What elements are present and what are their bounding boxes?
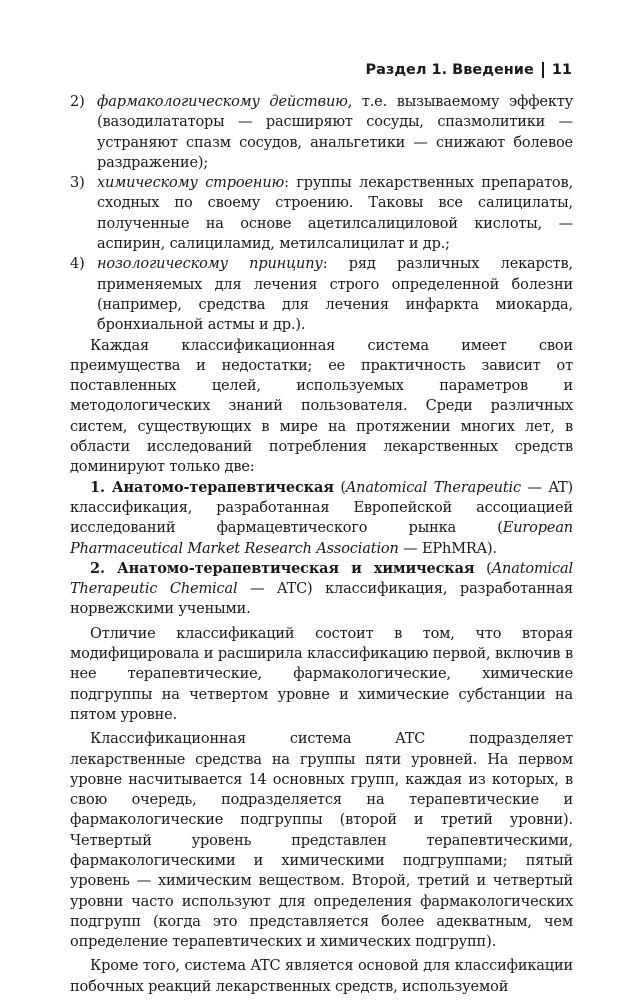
paragraph-adverse-reactions: Кроме того, система ATC является основой для классификации побочных реакций лекарственных средств, используемой (70, 958, 573, 995)
page-number: 11 (551, 62, 572, 78)
ephmra-name: European Pharmaceutical Market Research Association (70, 520, 573, 557)
list-term: химическому строению (97, 175, 285, 192)
paragraph-atc-levels: Классификационная система ATC подразделяет лекарственные средства на группы пяти уровней. На первом уровне насчитывается 14 основных групп, каждая из которых, в свою очередь, подразделяется на терапевтические и фармакологические подгруппы (второй и третий уровни). Четвертый уровень представлен терапевтическими, фармакологическими и химическими подгруппами; пятый уровень — химическим веществом. Второй, третий и четвертый уровни часто используют для определения фармакологических подгрупп (когда это представляется более адекватным, чем определение терапевтических и химических подгрупп). (70, 731, 573, 951)
list-term: фармакологическому действию (97, 94, 348, 110)
list-number: 2) (70, 94, 85, 110)
header-divider (542, 62, 544, 78)
section-title: Раздел 1. Введение (365, 62, 534, 78)
list-item (70, 254, 573, 335)
paragraph-intro: Каждая классификационная система имеет свои преимущества и недостатки; ее практичность зависит от поставленных целей, используемых параметров и методологических знаний пользователя. Среди различных систем, существующих в мире на протяжении многих лет, в области исследований потребления лекарственных средств доминируют только две: (70, 337, 573, 476)
classification-atc-latin: Anatomical Therapeutic Chemical (70, 560, 573, 598)
list-term: нозологическому принципу (97, 256, 323, 273)
classification-at-title: 1. Анатомо-терапевтическая (90, 478, 334, 496)
paragraph-difference: Отличие классификаций состоит в том, что вторая модифицировала и расширила классификацию первой, включив в нее терапевтические, фармакологические, химические подгруппы на четвертом уровне и химические субстанции на пятом уровне. (70, 625, 573, 723)
classification-at: 1. Анатомо-терапевтическая (Anatomical Therapeutic — AT) классификация, разработанная Европейской ассоциацией исследований фармацевтического рынка (European Pharmaceutical Market Research Association — EPhMRA). (70, 478, 574, 557)
classification-atc: 2. Анатомо-терапевтическая и химическая (Anatomical Therapeutic Chemical — ATC) классификация, разработанная норвежскими учеными. (70, 559, 573, 618)
list-number: 3) (70, 175, 85, 192)
list-item (70, 92, 573, 173)
page-body (70, 92, 573, 997)
list-item (70, 173, 573, 254)
classification-atc-title: 2. Анатомо-терапевтическая и химическая (90, 559, 475, 577)
list-text: , т.е. вызываемому эффекту (вазодилататоры — расширяют сосуды, спазмолитики — устраняют спазм сосудов, анальгетики — снижают болевое раздражение); (97, 94, 573, 171)
list-number: 4) (70, 256, 85, 273)
list-text: : ряд различных лекарств, применяемых для лечения строго определенной болезни (например, средства для лечения инфаркта миокарда, бронхиальной астмы и др.). (97, 256, 573, 334)
classification-at-latin: Anatomical Therapeutic (345, 479, 521, 496)
list-text: : группы лекарственных препаратов, сходных по своему строению. Таковы все салицилаты, полученные на основе ацетилсалициловой кислоты, — аспирин, салициламид, метилсалицилат и др.; (97, 175, 573, 253)
running-header (365, 62, 572, 78)
